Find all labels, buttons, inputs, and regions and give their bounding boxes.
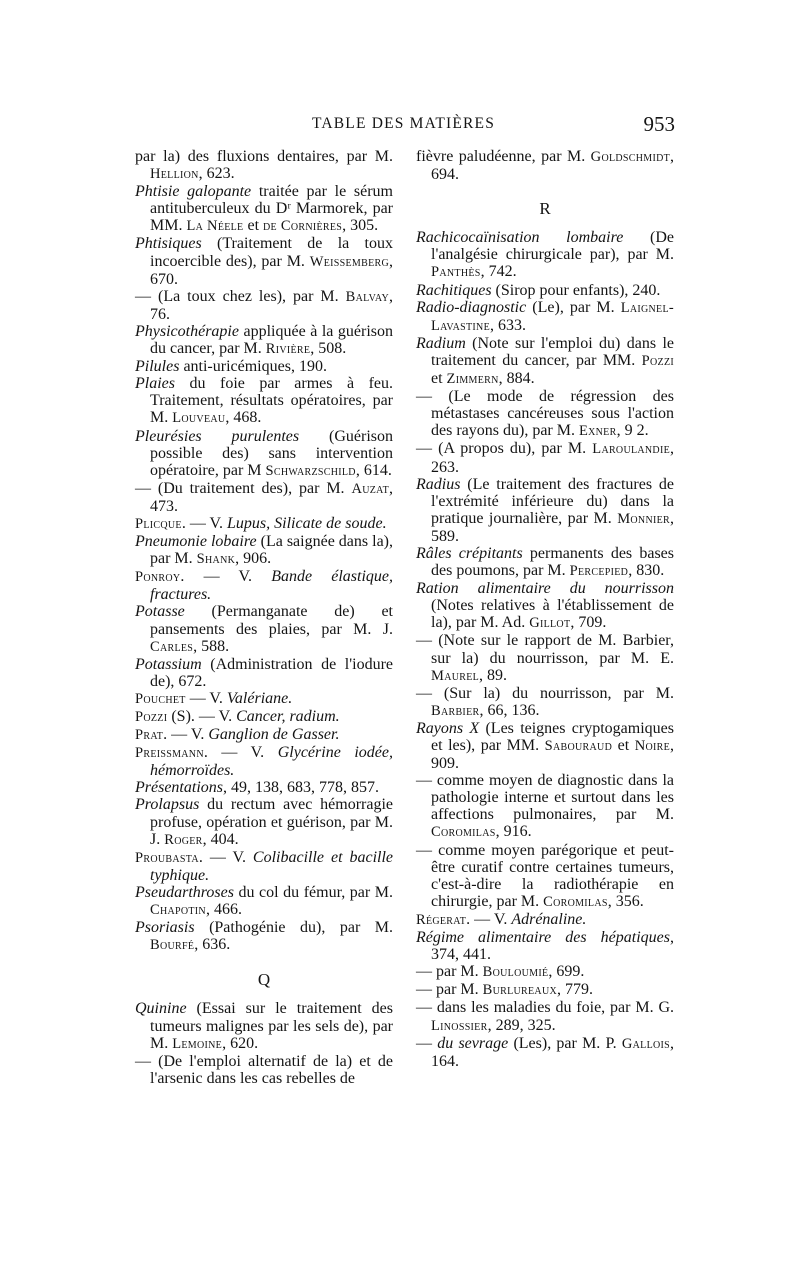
index-entry	[135, 779, 393, 796]
index-entry	[416, 545, 674, 580]
entry-text: , 916.	[495, 823, 532, 841]
entry-text: — (Du traitement des), par M.	[135, 479, 352, 497]
author-name: Preissmann	[135, 745, 204, 762]
entry-text: . — V.	[203, 744, 278, 762]
entry-term: Pilules	[135, 358, 180, 376]
entry-text: , 620.	[222, 1034, 259, 1052]
running-title: TABLE DES MATIÈRES	[311, 115, 496, 132]
entry-text: — V.	[185, 689, 227, 707]
entry-term: Glycérine iodée, hémorroïdes.	[150, 744, 393, 780]
index-entry	[135, 515, 393, 533]
author-name: Rivière	[265, 341, 311, 358]
index-entry	[416, 720, 674, 772]
index-entry	[416, 911, 674, 929]
entry-text: (Guérison possible des) sans intervention opératoire, par M	[150, 427, 393, 479]
entry-text: traitée par le sérum antituberculeux du Dʳ Marmorek, par MM.	[150, 183, 393, 235]
index-entry	[416, 632, 674, 684]
entry-text: (De l'analgésie chirurgicale par), par M.	[431, 229, 674, 264]
entry-text: , 49, 138, 683, 778, 857.	[223, 779, 379, 797]
entry-text: , 473.	[150, 479, 393, 515]
entry-term: Psoriasis	[135, 919, 195, 937]
author-name: Laignel-Lavastine	[431, 299, 674, 334]
index-entry	[135, 919, 393, 954]
entry-text: (Administration de l'iodure de), 672.	[150, 655, 393, 690]
entry-text: , 670.	[150, 252, 393, 288]
entry-text: et	[431, 370, 447, 388]
entry-text: , 76.	[150, 287, 393, 323]
entry-term: Potasse	[135, 603, 185, 621]
entry-text: du col du fémur, par M.	[233, 883, 393, 901]
entry-term: Phtisiques	[135, 235, 202, 253]
entry-term: du sevrage	[437, 1034, 509, 1052]
entry-text: — dans les maladies du foie, par M. G.	[416, 999, 674, 1017]
index-entry	[135, 358, 393, 375]
index-entry	[135, 533, 393, 568]
entry-term: Bande élastique, fractures.	[150, 568, 394, 604]
index-entry	[135, 183, 393, 235]
entry-term: Adrénaline.	[511, 910, 587, 928]
author-name: Roger	[164, 831, 203, 848]
index-entry	[416, 299, 674, 335]
entry-term: Pseudarthroses	[135, 883, 234, 901]
entry-text: — (A propos du), par M.	[416, 440, 593, 458]
entry-text: (Le), par M.	[526, 298, 621, 316]
entry-text: , 589.	[431, 509, 674, 545]
entry-text: , 508.	[310, 340, 347, 358]
entry-text: du rectum avec hémorragie profuse, opération et guérison, par M. J.	[150, 796, 393, 848]
entry-text: , 742.	[480, 263, 517, 281]
entry-text: , 305.	[342, 217, 379, 235]
entry-term: Phtisie galopante	[135, 183, 252, 201]
entry-text: , 468.	[225, 409, 262, 427]
entry-term: Rachitiques	[416, 281, 492, 299]
author-name: Barbier	[431, 702, 480, 719]
index-entry	[416, 335, 674, 388]
index-entry	[416, 1035, 674, 1070]
entry-term: Valériane.	[226, 689, 293, 707]
index-entry	[135, 744, 393, 779]
entry-text: , 89.	[479, 666, 508, 684]
entry-text: , 614.	[355, 461, 392, 479]
index-entry	[416, 282, 674, 299]
entry-text: . — V.	[181, 514, 228, 532]
entry-text: (Les teignes cryptogamiques et les), par MM.	[431, 719, 674, 754]
entry-text: — (La toux chez les), par M.	[135, 287, 346, 305]
index-entry	[416, 229, 674, 281]
entry-term: Rayons X	[416, 719, 480, 737]
entry-text: , 906.	[235, 550, 272, 568]
index-entry	[135, 1053, 393, 1087]
author-name: Pozzi	[135, 709, 168, 725]
entry-term: Quinine	[135, 1000, 187, 1018]
entry-text: (Traitement de la toux incoercible des), par M.	[150, 235, 393, 270]
author-name: Louveau	[172, 410, 226, 427]
index-entry	[135, 288, 393, 323]
entry-text: — comme moyen parégorique et peut-être curatif contre certaines tumeurs, c'est-à-dire la radiothérapie en chirurgie, par M.	[416, 841, 674, 910]
index-entry	[135, 656, 393, 690]
entry-text: — par M.	[416, 963, 483, 981]
entry-text: , 699.	[548, 963, 585, 981]
author-name: Chapotin	[150, 902, 206, 919]
entry-term: Physicothérapie	[135, 322, 239, 340]
entry-text: , 633.	[489, 316, 526, 334]
entry-text: . — V.	[163, 726, 209, 744]
index-entry	[135, 884, 393, 919]
entry-text: et	[243, 217, 264, 235]
author-name: Hellion	[150, 166, 199, 183]
index-entry	[416, 148, 674, 183]
entry-term: Radius	[416, 475, 461, 493]
index-entry	[135, 726, 393, 744]
author-name: Linossier	[431, 1017, 488, 1034]
author-name: Auzat	[351, 480, 389, 497]
author-name: Proubasta	[135, 849, 199, 866]
index-entry	[416, 440, 674, 475]
entry-text: par la) des fluxions dentaires, par M.	[135, 148, 393, 165]
entry-text: permanents des bases des poumons, par M.	[431, 544, 674, 580]
author-name: Bouloumié	[482, 964, 549, 981]
entry-text: , 709.	[570, 614, 607, 632]
entry-term: Lupus, Silicate de soude.	[227, 514, 387, 532]
entry-text: et	[612, 737, 635, 754]
entry-text: fièvre paludéenne, par M.	[416, 148, 591, 165]
index-entry	[416, 476, 674, 545]
entry-text: , 588.	[193, 637, 230, 655]
author-name: Goldschmidt	[590, 149, 670, 165]
author-name: Balvay	[345, 288, 389, 305]
author-name: Noire	[634, 738, 671, 754]
index-entry	[416, 999, 674, 1034]
entry-term: Pleurésies purulentes	[135, 427, 300, 445]
author-name: Lemoine	[172, 1035, 223, 1052]
entry-term: Rachicocaïnisation lombaire	[416, 229, 624, 247]
entry-term: Râles crépitants	[416, 544, 523, 562]
entry-term: Prolapsus	[135, 796, 200, 814]
index-entry	[416, 685, 674, 720]
entry-text: (Pathogénie du), par M.	[194, 919, 393, 937]
entry-term: Présentations	[135, 779, 223, 797]
index-entry	[416, 388, 674, 440]
entry-term: Radium	[416, 334, 466, 352]
author-name: Shank	[196, 551, 236, 568]
entry-text: (Essai sur le traitement des tumeurs malignes par les sels de), par M.	[150, 1000, 393, 1052]
author-name: Coromilas	[431, 824, 496, 841]
entry-term: Ganglion de Gasser.	[208, 726, 340, 744]
entry-term: Plaies	[135, 375, 175, 393]
entry-text: (S). — V.	[167, 708, 237, 725]
entry-term: Colibacille et bacille typhique.	[150, 848, 394, 884]
section-letter: Q	[257, 970, 271, 990]
author-name: Ponroy	[135, 569, 181, 586]
entry-text: — (De l'emploi alternatif de la) et de l'arsenic dans les cas rebelles de	[135, 1052, 393, 1087]
index-entry	[135, 708, 393, 726]
index-entry	[135, 568, 393, 603]
entry-term: Ration alimentaire du nourrisson	[416, 580, 674, 598]
index-entry	[135, 323, 393, 358]
page-number: 953	[643, 112, 675, 136]
entry-text: (Sirop pour enfants), 240.	[491, 281, 661, 299]
entry-text: , 66, 136.	[479, 701, 540, 719]
entry-text: , 884.	[498, 370, 535, 388]
index-column-right	[416, 148, 674, 1070]
index-entry	[135, 375, 393, 427]
author-name: Burlureaux	[482, 982, 557, 999]
index-entry	[416, 963, 674, 981]
entry-term: Pneumonie lobaire	[135, 533, 257, 551]
index-entry	[135, 690, 393, 708]
author-name: Carles	[150, 638, 194, 655]
index-entry	[416, 842, 674, 911]
author-name: de Cornières	[263, 218, 343, 235]
entry-text: . — V.	[198, 848, 253, 866]
entry-text: , 374, 441.	[431, 929, 674, 964]
index-entry	[135, 148, 393, 183]
author-name: Gillot	[529, 615, 571, 632]
entry-text: — (Le mode de régression des métastases cancéreuses sous l'action des rayons du), par M.	[416, 388, 674, 440]
entry-term: Radio-diagnostic	[416, 298, 527, 316]
index-entry	[416, 772, 674, 841]
entry-text: , 263.	[431, 440, 674, 476]
author-name: Gallois	[621, 1035, 670, 1052]
entry-text: , 404.	[202, 830, 239, 848]
author-name: Percepied	[569, 563, 629, 580]
author-name: Plicque	[135, 515, 182, 532]
entry-text: (Permanganate de) et pansements des plaies, par M. J.	[150, 603, 393, 638]
author-name: La Néele	[186, 218, 244, 235]
entry-text: , 289, 325.	[487, 1016, 556, 1034]
author-name: Pozzi	[641, 352, 674, 369]
author-name: Coromilas	[543, 893, 608, 910]
entry-text: (Les), par M. P.	[508, 1034, 622, 1052]
author-name: Schwarzschild	[265, 462, 356, 479]
author-name: Monnier	[617, 510, 670, 527]
entry-text: , 356.	[607, 892, 644, 910]
index-entry	[135, 1000, 393, 1052]
author-name: Zimmern	[446, 371, 499, 388]
index-entry	[135, 480, 393, 515]
entry-text: (Le traitement des fractures de l'extrémité inférieure du) dans la pratique journalière, par M.	[431, 475, 674, 527]
index-entry	[135, 428, 393, 480]
entry-text: , 9 2.	[616, 422, 649, 440]
index-entry	[135, 235, 393, 287]
index-entry	[135, 849, 393, 884]
author-name: Exner	[578, 423, 617, 440]
author-name: Panthès	[431, 264, 481, 281]
author-name: Sabouraud	[544, 738, 613, 754]
author-name: Régerat	[416, 911, 467, 928]
entry-text: , 830.	[628, 562, 665, 580]
entry-text: — comme moyen de diagnostic dans la pathologie interne et surtout dans les affections pulmonaires, par M.	[416, 772, 674, 824]
section-letter: R	[539, 199, 551, 219]
index-entry	[416, 929, 674, 963]
author-name: Weissemberg	[309, 253, 389, 270]
entry-term: Cancer, radium.	[236, 708, 340, 725]
entry-text: , 694.	[431, 148, 674, 184]
index-entry	[135, 796, 393, 848]
index-entry	[135, 603, 393, 655]
entry-text: du foie par armes à feu. Traitement, résultats opératoires, par M.	[150, 375, 393, 427]
index-entry	[416, 580, 674, 632]
entry-text: anti-uricémiques, 190.	[179, 358, 327, 376]
entry-text: , 623.	[198, 165, 235, 183]
author-name: Maurel	[431, 667, 480, 684]
author-name: Prat	[135, 727, 164, 744]
entry-text: (La saignée dans la), par M.	[150, 533, 393, 568]
author-name: Bourfé	[150, 937, 195, 954]
entry-text: —	[416, 1034, 438, 1052]
index-column-left	[135, 148, 393, 1087]
author-name: Pouchet	[135, 690, 186, 707]
entry-text: , 779.	[557, 981, 593, 999]
entry-term: Régime alimentaire des hépatiques	[416, 929, 670, 947]
entry-text: . — V.	[466, 910, 512, 928]
entry-text: , 636.	[194, 936, 231, 954]
author-name: Laroulandie	[592, 441, 670, 458]
entry-text: (Note sur l'emploi du) dans le traitement du cancer, par MM.	[431, 334, 674, 369]
entry-term: Potassium	[135, 655, 202, 673]
entry-text: (Notes relatives à l'établissement de la), par M. Ad.	[431, 597, 674, 632]
entry-text: appliquée à la guérison du cancer, par M.	[150, 322, 393, 358]
entry-text: — (Sur la) du nourrisson, par M.	[416, 684, 674, 702]
entry-text: — par M.	[416, 981, 483, 999]
page-header	[132, 112, 675, 138]
entry-text: , 909.	[431, 737, 675, 773]
entry-text: — (Note sur le rapport de M. Barbier, sur la) du nourrisson, par M. E.	[416, 632, 674, 667]
entry-text: . — V.	[180, 568, 272, 586]
entry-text: , 466.	[205, 901, 242, 919]
entry-text: , 164.	[431, 1034, 674, 1070]
index-entry	[416, 981, 674, 999]
